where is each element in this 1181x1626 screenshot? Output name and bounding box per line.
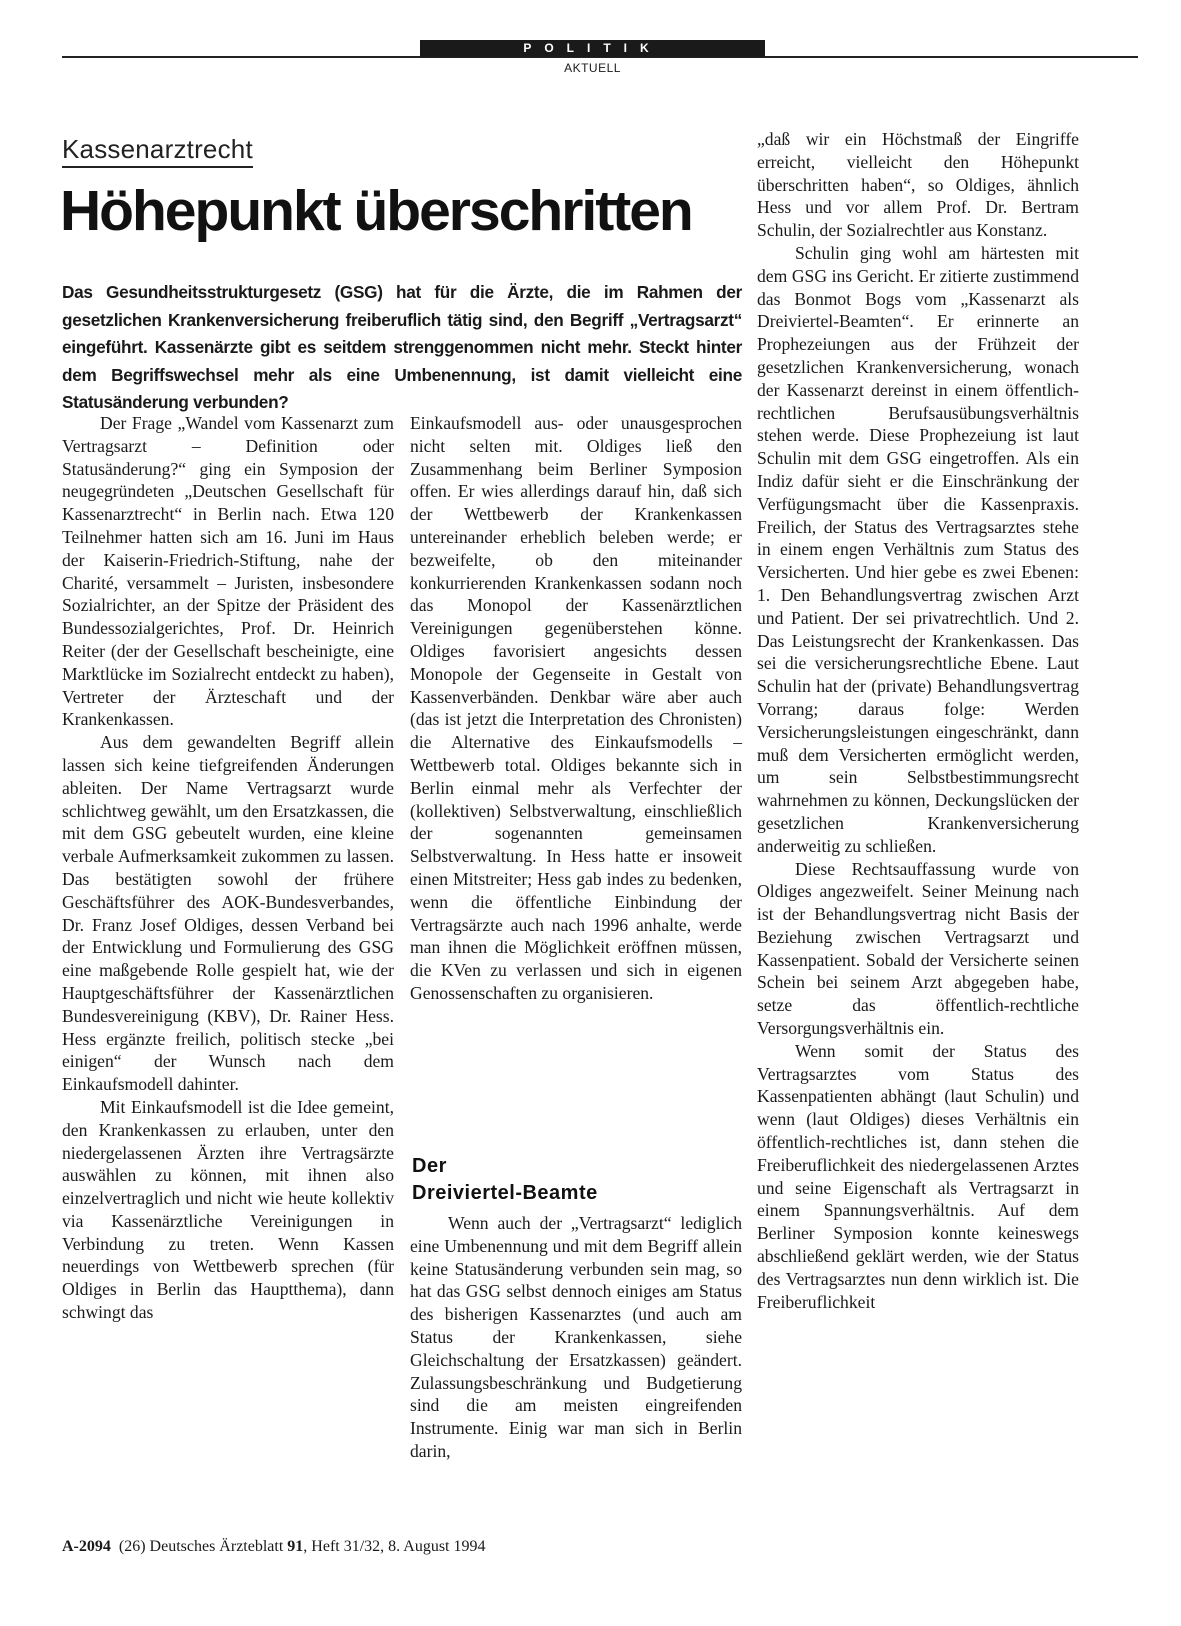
page-code: A-2094 <box>62 1538 111 1555</box>
paragraph: Mit Einkaufsmodell ist die Idee gemeint, den Krankenkassen zu erlauben, unter den niedergelassenen Ärzten ihre Vertragsärzte auswählen zu können, mit ihnen also einzelvertraglich und nicht wie heute kollektiv via Kassenärztliche Vereinigungen in Verbindung zu treten. Wenn Kassen neuerdings von Wettbewerb sprechen (für Oldiges in Berlin das Hauptthema), dann schwingt das <box>62 1096 394 1323</box>
column-2-continued <box>410 1212 742 1463</box>
column-3 <box>757 128 1079 1313</box>
subheading-line-2: Dreiviertel-Beamte <box>412 1182 598 1204</box>
subsection-label: AKTUELL <box>564 61 621 75</box>
paragraph: Diese Rechtsauffassung wurde von Oldiges angezweifelt. Seiner Meinung nach ist der Behandlungsvertrag nicht Basis der Beziehung zwischen Vertragsarzt und Kassenpatient. Sobald der Versicherte seinen Schein bei seinem Arzt abgegeben habe, setze das öffentlich-rechtliche Versorgungsverhältnis ein. <box>757 858 1079 1039</box>
article-kicker: Kassenarztrecht <box>62 134 253 168</box>
paragraph: Wenn auch der „Vertragsarzt“ lediglich eine Umbenennung und mit dem Begriff allein keine Statusänderung verbunden sein mag, so hat das GSG selbst dennoch einiges am Status des bisherigen Kassenarztes (und auch am Status der Krankenkassen, siehe Gleichschaltung der Ersatzkassen) geändert. Zulassungsbeschränkung und Budgetierung sind die am meisten eingreifenden Instrumente. Einig war man sich in Berlin darin, <box>410 1213 742 1461</box>
column-1 <box>62 412 394 1324</box>
issue-date: , Heft 31/32, 8. August 1994 <box>303 1538 486 1555</box>
paragraph: Aus dem gewandelten Begriff allein lassen sich keine tiefgreifenden Änderungen ableiten. Der Name Vertragsarzt wurde schlichtweg gewählt, um den Ersatzkassen, die mit dem GSG gebeutelt wurden, eine kleine verbale Aufmerksamkeit zukommen zu lassen. Das bestätigten sowohl der frühere Geschäftsführer des AOK-Bundesverbandes, Dr. Franz Josef Oldiges, dessen Verband bei der Entwicklung und Formulierung des GSG eine maßgebende Rolle gespielt hat, wie der Hauptgeschäftsführer der Kassenärztlichen Bundesvereinigung (KBV), Dr. Rainer Hess. Hess ergänzte freilich, politisch stecke „bei einigen“ der Wunsch nach dem Einkaufsmodell dahinter. <box>62 732 394 1095</box>
journal-name: Deutsches Ärzteblatt <box>149 1538 284 1555</box>
paragraph: Einkaufsmodell aus- oder unausgesprochen nicht selten mit. Oldiges ließ den Zusammenhang beim Berliner Symposion offen. Er wies allerdings darauf hin, daß sich der Wettbewerb der Krankenkassen untereinander erheblich beleben werde; er bezweifelte, ob den miteinander konkurrierenden Krankenkassen sodann noch das Monopol der Kassenärztlichen Vereinigungen gegenüberstehen könne. Oldiges favorisiert angesichts dessen Monopole der Gegenseite in Gestalt von Kassenverbänden. Denkbar wäre aber auch (das ist jetzt die Interpretation des Chronisten) die Alternative des Einkaufsmodells – Wettbewerb total. Oldiges bekannte sich in Berlin einmal mehr als Verfechter der (kollektiven) Selbstverwaltung, einschließlich der sogenannten gemeinsamen Selbstverwaltung. In Hess hatte er insoweit einen Mitstreiter; Hess gab indes zu bedenken, wenn die öffentliche Einbindung der Vertragsärzte auch nach 1996 anhalte, werde man ihnen die Möglichkeit eröffnen müssen, die KVen zu verlassen und sich in eigenen Genossenschaften zu organisieren. <box>410 413 742 1003</box>
article-headline: Höhepunkt überschritten <box>60 179 692 243</box>
column-2 <box>410 412 742 1005</box>
paragraph: „daß wir ein Höchstmaß der Eingriffe erreicht, vielleicht den Höhepunkt überschritten haben“, so Oldiges, ähnlich Hess und vor allem Prof. Dr. Bertram Schulin, der Sozialrechtler aus Konstanz. <box>757 129 1079 241</box>
paragraph: Der Frage „Wandel vom Kassenarzt zum Vertragsarzt – Definition oder Statusänderung?“ ging ein Symposion der neugegründeten „Deutschen Gesellschaft für Kassenarztrecht“ in Berlin nach. Etwa 120 Teilnehmer hatten sich am 16. Juni im Haus der Kaiserin-Friedrich-Stiftung, nahe der Charité, versammelt – Juristen, insbesondere Sozialrichter, an der Spitze der Präsident des Bundessozialgerichtes, Prof. Dr. Heinrich Reiter (der der Gesellschaft bescheinigte, eine Marktlücke im Sozialrecht entdeckt zu haben), Vertreter der Ärzteschaft und der Krankenkassen. <box>62 413 394 730</box>
subheading-line-1: Der <box>412 1155 447 1177</box>
section-label: POLITIK <box>420 40 765 57</box>
paragraph: Schulin ging wohl am härtesten mit dem GSG ins Gericht. Er zitierte zustimmend das Bonmot Bogs vom „Kassenarzt als Dreiviertel-Beamten“. Er erinnerte an Prophezeiungen aus der Frühzeit der gesetzlichen Krankenversicherung, wonach der Kassenarzt dereinst in einem öffentlich-rechtlichen Berufsausübungsverhältnis stehen werde. Diese Prophezeiung ist laut Schulin mit dem GSG eingetroffen. Als ein Indiz dafür sieht er die Einschränkung der Verfügungsmacht über die Kassenpraxis. Freilich, der Status des Vertragsarztes stehe in einem engen Verhältnis zum Status des Versicherten. Und hier gebe es zwei Ebenen: 1. Den Behandlungsvertrag zwischen Arzt und Patient. Der sei privatrechtlich. Und 2. Das Leistungsrecht der Krankenkassen. Das sei die versicherungsrechtliche Ebene. Laut Schulin hat der (private) Behandlungsvertrag Vorrang; daraus folge: Werden Versicherungsleistungen eingeschränkt, dann muß dem Versicherten ermöglicht werden, um sein Selbstbestimmungsrecht wahrnehmen zu können, Deckungslücken der gesetzlichen Krankenversicherung anderweitig zu schließen. <box>757 242 1079 856</box>
subheading <box>412 1153 598 1207</box>
journal-volume: 91 <box>287 1538 304 1555</box>
page-footer <box>62 1538 486 1556</box>
page-number: (26) <box>118 1538 146 1555</box>
paragraph: Wenn somit der Status des Vertragsarztes vom Status des Kassenpatienten abhängt (laut Schulin) und wenn (laut Oldiges) dieses Verhältnis ein öffentlich-rechtliches ist, dann stehen die Freiberuflichkeit des niedergelassenen Arztes und seine Eigenschaft als Vertragsarzt in einem Spannungsverhältnis. Auf dem Berliner Symposion konnte keineswegs abschließend geklärt werden, wie der Status des Vertragsarztes nun denn wirklich ist. Die Freiberuflichkeit <box>757 1040 1079 1312</box>
article-lead: Das Gesundheitsstrukturgesetz (GSG) hat für die Ärzte, die im Rahmen der gesetzlichen Krankenversicherung freiberuflich tätig sind, den Begriff „Vertragsarzt“ eingeführt. Kassenärzte gibt es seitdem strenggenommen nicht mehr. Steckt hinter dem Begriffswechsel mehr als eine Umbenennung, ist damit vielleicht eine Statusänderung verbunden? <box>62 282 742 412</box>
